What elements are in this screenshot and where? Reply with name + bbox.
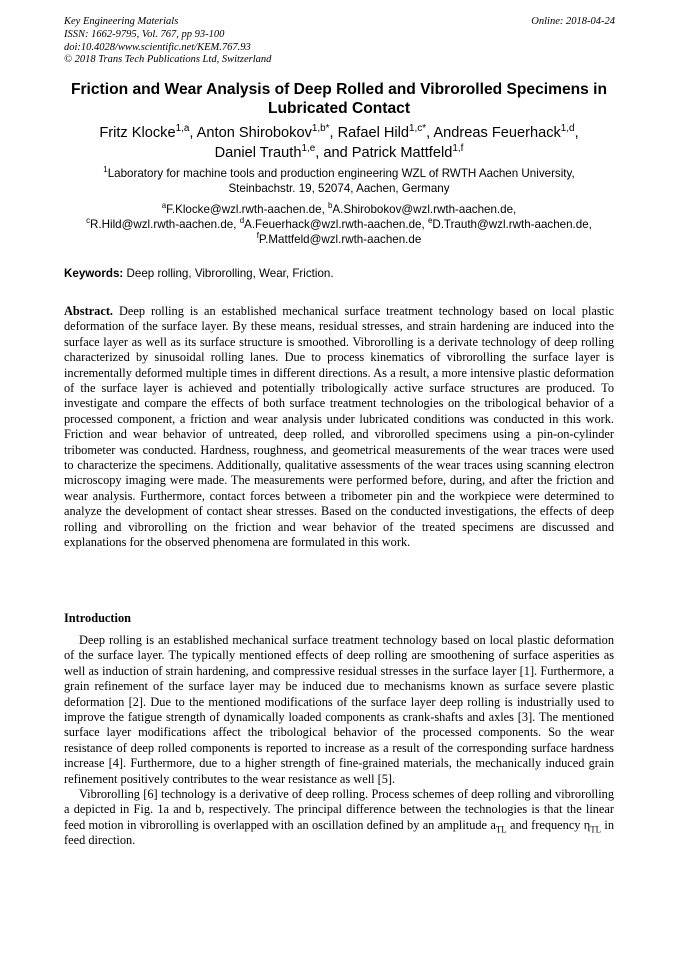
author-sup: 1,e bbox=[301, 142, 316, 154]
email-sup: a bbox=[161, 201, 167, 211]
email-sep: , bbox=[513, 203, 517, 216]
email-sup: f bbox=[256, 230, 259, 240]
author-sep: , bbox=[574, 125, 579, 141]
email-sup: d bbox=[239, 215, 245, 225]
paper-title: Friction and Wear Analysis of Deep Rolled and Vibrorolled Specimens in Lubricated Contact bbox=[70, 81, 608, 117]
author-sup: 1,d bbox=[560, 123, 575, 135]
online-date: Online: 2018-04-24 bbox=[531, 16, 615, 27]
intro-paragraph-1: Deep rolling is an established mechanical surface treatment technology based on local plastic deformation of the surface layer. The typically mentioned effects of deep rolling are smoothening of surface asperities as well as induction of strain hardening, and compressive residual stresses in the surface layer [1]. Furthermore, a grain refinement of the surface layer may be induced due to mechanisms known as surface severe plastic deformation [2]. Due to the mentioned modifications of the surface layer deep rolling is industrially used to improve the fatigue strength of dynamically loaded components as crank-shafts and axles [3]. The mentioned surface layer modifications affect the tribological behavior of the processed components. So the wear resistance of deep rolled components is reported to increase as a result of the corresponding surface hardness increase [4]. Furthermore, due to a higher strength of fine-grained materials, the mechanically induced grain refinement positively contributes to the wear resistance as well [5]. bbox=[64, 633, 614, 786]
amplitude-subscript: TL bbox=[495, 824, 507, 835]
author-name: Rafael Hild bbox=[337, 125, 410, 141]
keywords bbox=[64, 266, 616, 281]
email-address[interactable]: A.Feuerhack@wzl.rwth-aachen.de bbox=[244, 217, 422, 231]
author-sup: 1,b* bbox=[311, 123, 330, 135]
email-address[interactable]: P.Mattfeld@wzl.rwth-aachen.de bbox=[258, 232, 422, 246]
email-sep: , bbox=[233, 217, 240, 231]
author-sup: 1,a bbox=[175, 123, 190, 135]
affiliation-line-1: Laboratory for machine tools and production engineering WZL of RWTH Aachen University, bbox=[107, 167, 575, 180]
email-sup: b bbox=[328, 201, 333, 211]
email-address[interactable]: R.Hild@wzl.rwth-aachen.de bbox=[90, 217, 234, 231]
email-address[interactable]: D.Trauth@wzl.rwth-aachen.de bbox=[432, 217, 589, 231]
author-name: Anton Shirobokov bbox=[196, 125, 312, 141]
intro-p2-text-c: in feed direction. bbox=[64, 817, 615, 848]
abstract bbox=[64, 304, 614, 551]
abstract-text: Deep rolling is an established mechanical surface treatment technology based on local plastic deformation of the surface layer. By these means, residual stresses, and strain hardening are induced into the surface layer as well as its surface structure is smoothed. Vibrorolling is a derivate technology of deep rolling characterized by sinusoidal rolling lanes. Due to process kinematics of vibrorolling the surface layer is incrementally deformed multiple times in different directions. As a result, a more intensive plastic deformation of the surface layer is achieved and potentially tribologically active surface structures are produced. To investigate and compare the effects of both surface treatment technologies on the tribological behavior of a processed component, a friction and wear analysis under lubricated conditions was conducted in this work. Friction and wear behavior of untreated, deep rolled, and vibrorolled specimens using a pin-on-cylinder tribometer was conducted. Hardness, roughness, and geometrical measurements of the wear traces were used to characterize the specimens. Additionally, qualitative assessments of the wear traces using scanning electron microscopy imaging were made. The measurements were performed before, during, and after the friction and wear analysis. Furthermore, contact forces between a tribometer pin and the workpiece were determined to analyze the development of contact shear stresses. Based on the conducted investigations, the effects of deep rolling and vibrorolling on the friction and wear behavior of the treated specimens are discussed and explanations for the observed phenomena are formulated in this work. bbox=[64, 304, 614, 550]
author-list bbox=[60, 124, 618, 163]
abstract-label: Abstract. bbox=[64, 304, 114, 318]
email-sup: e bbox=[427, 215, 433, 225]
affiliation-sup: 1 bbox=[103, 165, 108, 175]
email-sep: , bbox=[421, 217, 428, 231]
keywords-label: Keywords: bbox=[64, 267, 124, 280]
keywords-text: Deep rolling, Vibrorolling, Wear, Friction. bbox=[126, 267, 334, 280]
author-name: Fritz Klocke bbox=[99, 125, 176, 141]
intro-paragraph-2 bbox=[64, 787, 614, 849]
author-name: Patrick Mattfeld bbox=[351, 144, 453, 161]
issn-line: ISSN: 1662-9795, Vol. 767, pp 93-100 bbox=[64, 28, 225, 40]
author-sep: , bbox=[189, 125, 197, 141]
email-sep: , bbox=[321, 203, 329, 216]
intro-p2-text-a: Vibrorolling [6] technology is a derivative of deep rolling. Process schemes of deep rolling and vibrorolling a depicted in Fig. 1a and b, respectively. The principal difference between the technologies is that the linear feed motion in vibrorolling is overlapped with an oscillation defined by an amplitude a bbox=[64, 787, 614, 832]
intro-p2-text-b: and frequency η bbox=[506, 817, 591, 832]
frequency-subscript: TL bbox=[590, 824, 602, 835]
author-sep: , bbox=[329, 125, 338, 141]
email-sup: c bbox=[86, 215, 91, 225]
copyright-line: © 2018 Trans Tech Publications Ltd, Switzerland bbox=[64, 54, 272, 66]
journal-name: Key Engineering Materials bbox=[64, 16, 179, 27]
author-sep: , bbox=[426, 125, 434, 141]
introduction-body bbox=[64, 633, 614, 849]
author-name: Andreas Feuerhack bbox=[433, 125, 561, 141]
email-address[interactable]: F.Klocke@wzl.rwth-aachen.de bbox=[166, 203, 322, 216]
affiliation bbox=[60, 166, 618, 196]
introduction-heading: Introduction bbox=[64, 611, 131, 625]
author-sep: , and bbox=[315, 144, 352, 161]
journal-header bbox=[64, 16, 271, 67]
email-address[interactable]: A.Shirobokov@wzl.rwth-aachen.de bbox=[332, 203, 514, 216]
author-name: Daniel Trauth bbox=[214, 144, 302, 161]
affiliation-line-2: Steinbachstr. 19, 52074, Aachen, Germany bbox=[228, 182, 450, 195]
author-sup: 1,f bbox=[452, 142, 464, 154]
author-sup: 1,c* bbox=[409, 123, 427, 135]
email-list bbox=[56, 203, 622, 247]
email-sep: , bbox=[588, 217, 592, 231]
doi-line[interactable]: doi:10.4028/www.scientific.net/KEM.767.93 bbox=[64, 41, 251, 53]
